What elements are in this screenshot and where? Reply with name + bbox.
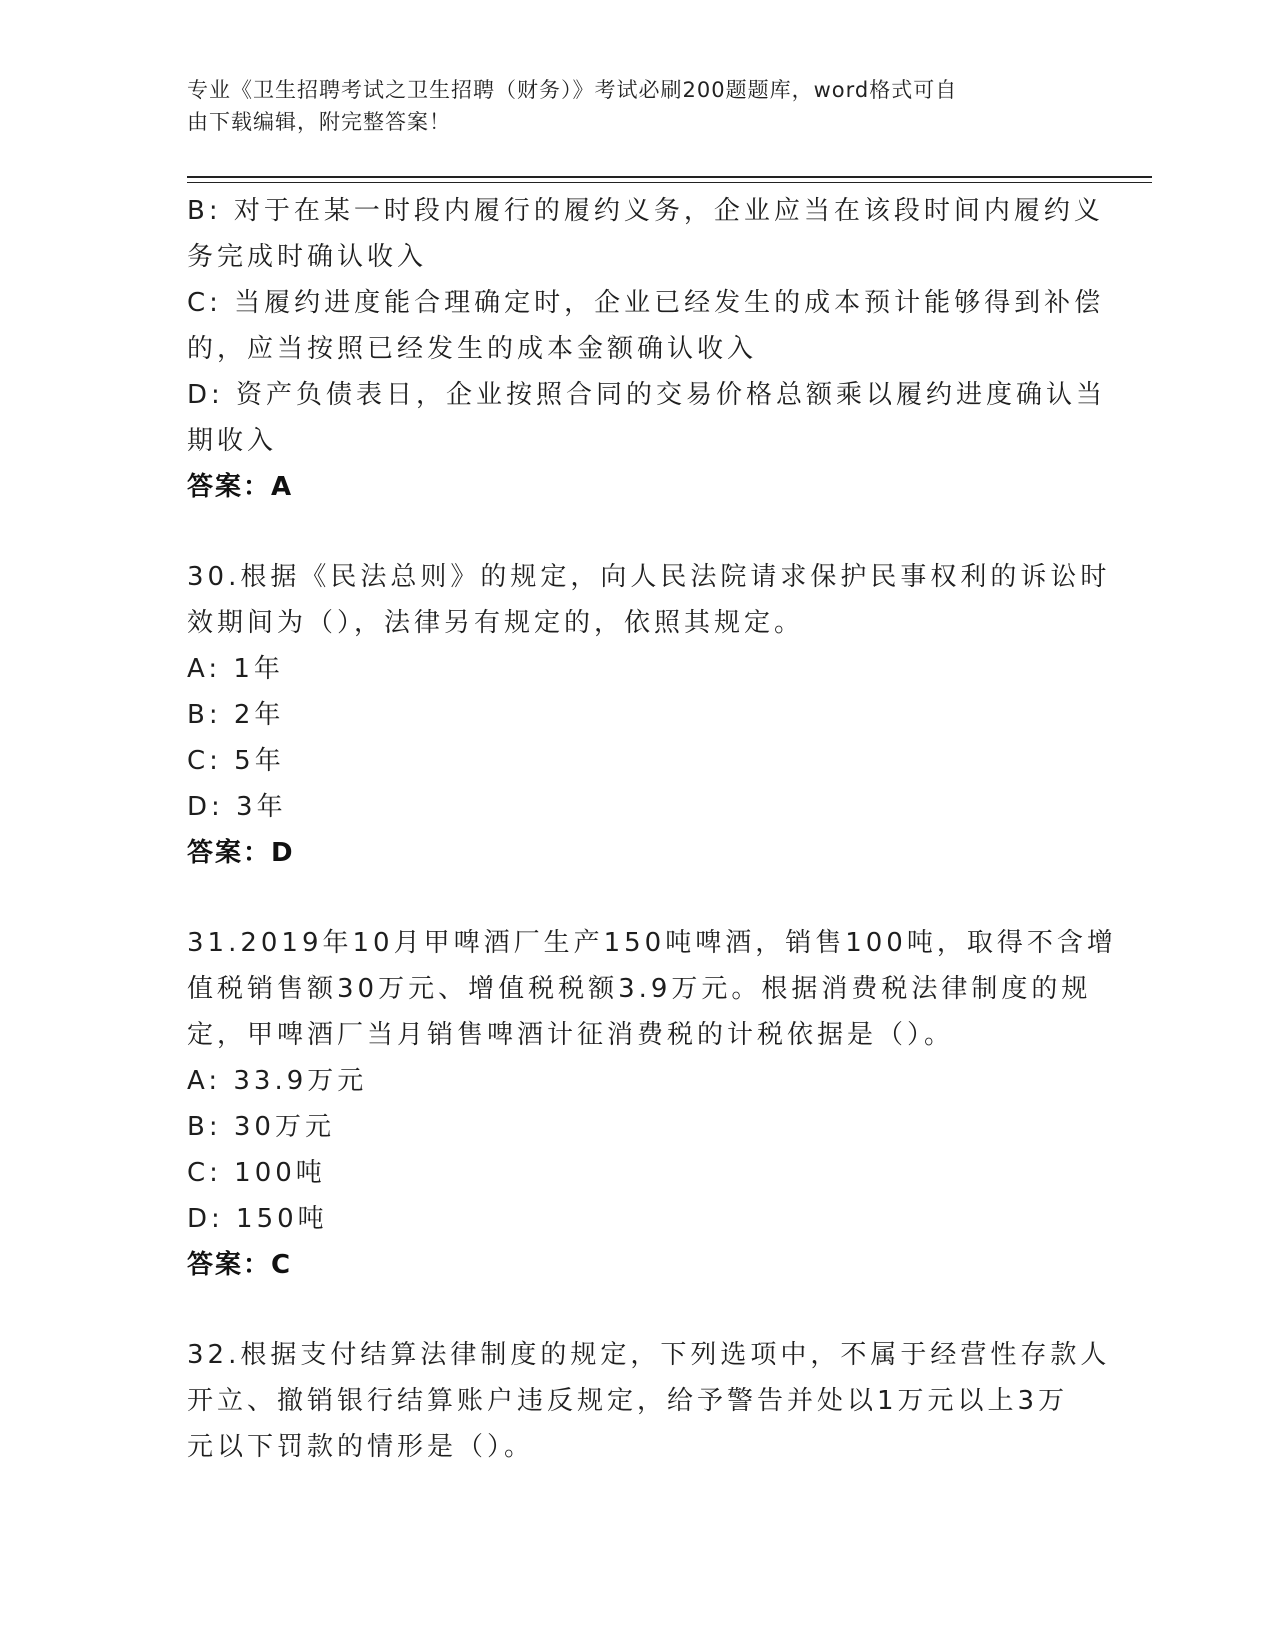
question-32-stem-line-2: 开立、撤销银行结算账户违反规定，给予警告并处以1万元以上3万 [187,1386,1069,1416]
option-d-line-1: D: 资产负债表日，企业按照合同的交易价格总额乘以履约进度确认当 [187,380,1107,410]
answer-30: 答案：D [187,838,295,868]
option-c-line-1: C: 当履约进度能合理确定时，企业已经发生的成本预计能够得到补偿 [187,288,1105,318]
question-31-option-d: D: 150吨 [187,1204,328,1234]
answer-31: 答案：C [187,1250,293,1280]
option-b-line-1: B: 对于在某一时段内履行的履约义务，企业应当在该段时间内履约义 [187,196,1104,226]
question-32-stem-line-1: 32.根据支付结算法律制度的规定，下列选项中，不属于经营性存款人 [187,1340,1111,1370]
answer-29: 答案：A [187,472,294,502]
question-30-option-a: A: 1年 [187,654,284,684]
spacer [187,876,1087,920]
option-b-line-2: 务完成时确认收入 [187,242,428,272]
spacer [187,510,1087,554]
question-30-option-c: C: 5年 [187,746,285,776]
question-32-stem-line-3: 元以下罚款的情形是（）。 [187,1432,535,1462]
question-30-stem-line-1: 30.根据《民法总则》的规定，向人民法院请求保护民事权利的诉讼时 [187,562,1111,592]
option-d-line-2: 期收入 [187,426,278,456]
question-31-stem-line-2: 值税销售额30万元、增值税税额3.9万元。根据消费税法律制度的规 [187,974,1092,1004]
question-content [187,188,1117,1470]
question-31-option-b: B: 30万元 [187,1112,335,1142]
question-30-option-d: D: 3年 [187,792,287,822]
question-29-continued [187,188,1107,510]
question-31-option-a: A: 33.9万元 [187,1066,368,1096]
header-divider-thin [187,182,1152,183]
question-31 [187,920,1117,1288]
spacer [187,1288,1087,1332]
question-30-option-b: B: 2年 [187,700,285,730]
header-line-1: 专业《卫生招聘考试之卫生招聘（财务）》考试必刷200题题库，word格式可自 [187,78,958,102]
question-31-stem-line-3: 定，甲啤酒厂当月销售啤酒计征消费税的计税依据是（）。 [187,1020,955,1050]
question-30-stem-line-2: 效期间为（），法律另有规定的，依照其规定。 [187,608,805,638]
document-header [187,74,1067,138]
header-divider-thick [187,176,1152,178]
header-line-2: 由下载编辑，附完整答案！ [187,110,451,134]
question-31-option-c: C: 100吨 [187,1158,326,1188]
option-c-line-2: 的，应当按照已经发生的成本金额确认收入 [187,334,758,364]
question-32 [187,1332,1111,1470]
question-30 [187,554,1111,876]
question-31-stem-line-1: 31.2019年10月甲啤酒厂生产150吨啤酒，销售100吨，取得不含增 [187,928,1117,958]
